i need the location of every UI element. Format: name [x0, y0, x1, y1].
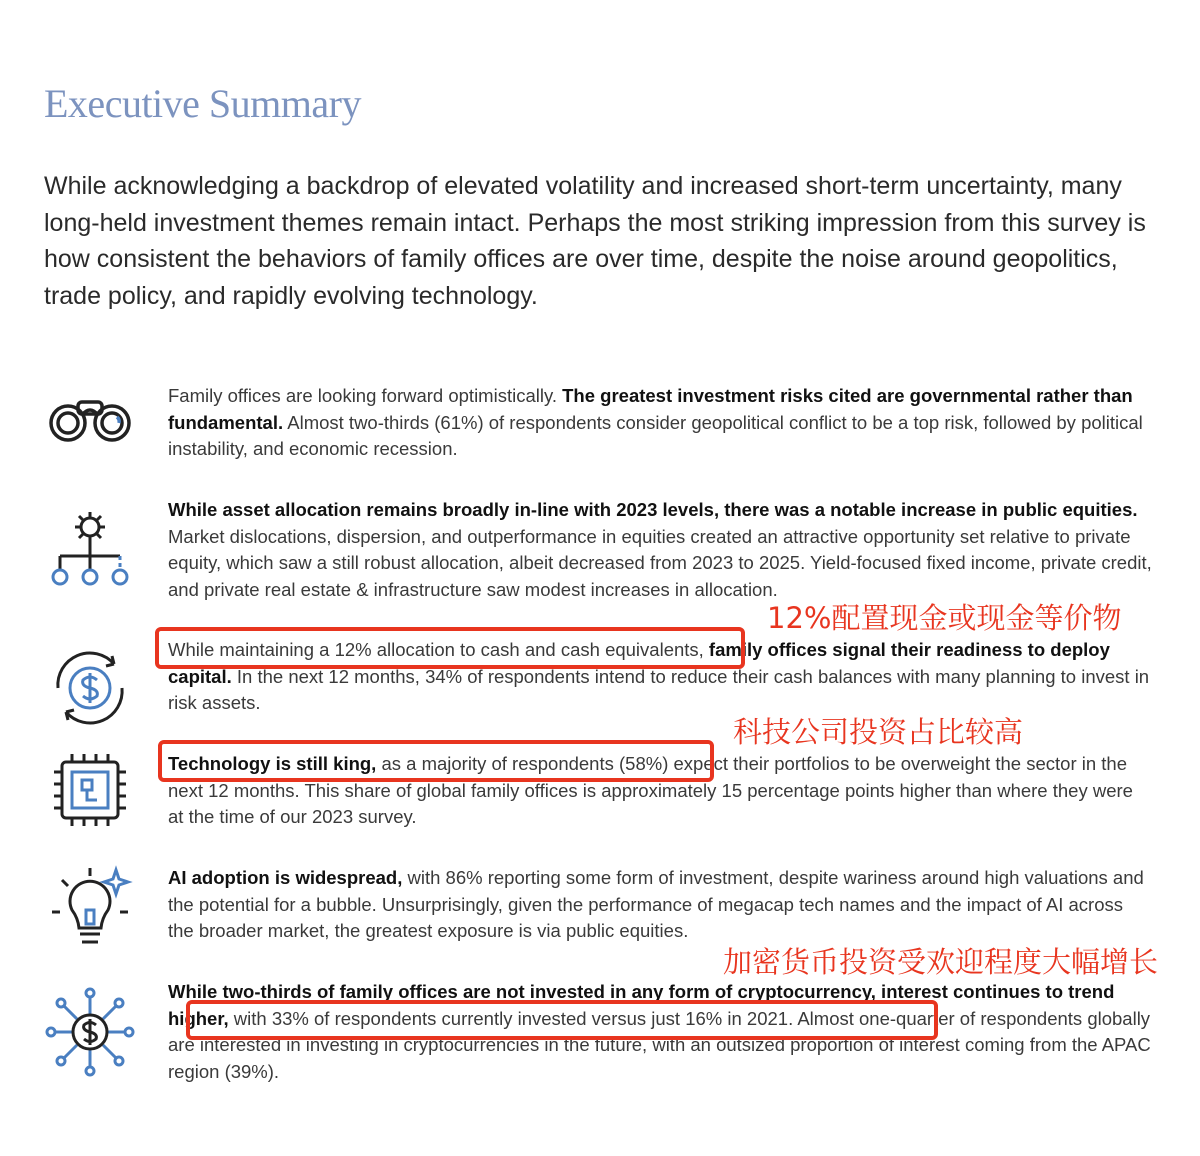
lightbulb-icon: [42, 864, 138, 960]
page-title: Executive Summary: [44, 81, 361, 126]
item-text: [168, 497, 1153, 603]
item-rest: with 86% reporting some form of investment, despite wariness around high valuations and the potential for a bubble. Unsurprisingly, given the performance of megacap tech names and the impact of AI across the broader market, the greatest exposure is via public equities.: [168, 867, 1144, 941]
highlight-box-cash: [155, 627, 745, 669]
item-bold: While asset allocation remains broadly in-line with 2023 levels, there was a notable increase in public equities.: [168, 499, 1138, 520]
item-bold: While two-thirds of family offices are not invested in any form of cryptocurrency, interest continues to trend higher,: [168, 981, 1115, 1029]
item-lead: Family offices are looking forward optimistically.: [168, 385, 563, 406]
item-lead: While maintaining a 12% allocation to cash and cash equivalents,: [168, 639, 704, 660]
item-rest: as a majority of respondents (58%) expect their portfolios to be overweight the sector in the next 12 months. This share of global family offices is approximately 15 percentage points higher than where they were at the time of our 2023 survey.: [168, 753, 1133, 827]
gear-network-icon: [42, 503, 138, 599]
item-text: [168, 383, 1153, 463]
highlight-box-crypto: [186, 1000, 938, 1040]
item-rest: Almost two-thirds (61%) of respondents consider geopolitical conflict to be a top risk, followed by political instability, and economic recession.: [168, 411, 1143, 459]
item-bold: family offices signal their readiness to deploy capital.: [168, 639, 1110, 687]
item-text: [168, 865, 1153, 945]
annotation-tech: 科技公司投资占比较高: [733, 715, 1024, 749]
binoculars-icon: [42, 375, 138, 471]
crypto-network-icon: [42, 984, 138, 1080]
item-rest: In the next 12 months, 34% of respondents intend to reduce their cash balances with many planning to invest in risk assets.: [168, 665, 1150, 713]
intro-paragraph: While acknowledging a backdrop of elevated volatility and increased short-term uncertainty, many long-held investment themes remain intact. Perhaps the most striking impression from this survey is how consistent the behaviors of family offices are over time, despite the noise around geopolitics, trade policy, and rapidly evolving technology.: [44, 172, 1146, 310]
chip-icon: [42, 742, 138, 838]
item-bold: AI adoption is widespread,: [168, 867, 403, 888]
item-bold: The greatest investment risks cited are governmental rather than fundamental.: [168, 385, 1133, 433]
dollar-cycle-icon: [42, 640, 138, 736]
item-rest: with 33% of respondents currently invested versus just 16% in 2021. Almost one-quarter of respondents globally are interested in investing in cryptocurrencies in the future, with an outsized proportion of interest coming from the APAC region (39%).: [168, 1007, 1151, 1082]
highlight-box-tech: [158, 740, 714, 782]
annotation-crypto: 加密货币投资受欢迎程度大幅增长: [723, 945, 1159, 979]
annotation-cash: 12%配置现金或现金等价物: [767, 601, 1122, 635]
item-bold: Technology is still king,: [168, 753, 377, 774]
item-rest: Market dislocations, dispersion, and outperformance in equities created an attractive opportunity set relative to private equity, which saw a still robust allocation, albeit decreased from 2023 to 2025. Yield-focused fixed income, private credit, and private real estate & infrastructure saw modest increases in allocation.: [168, 525, 1152, 600]
